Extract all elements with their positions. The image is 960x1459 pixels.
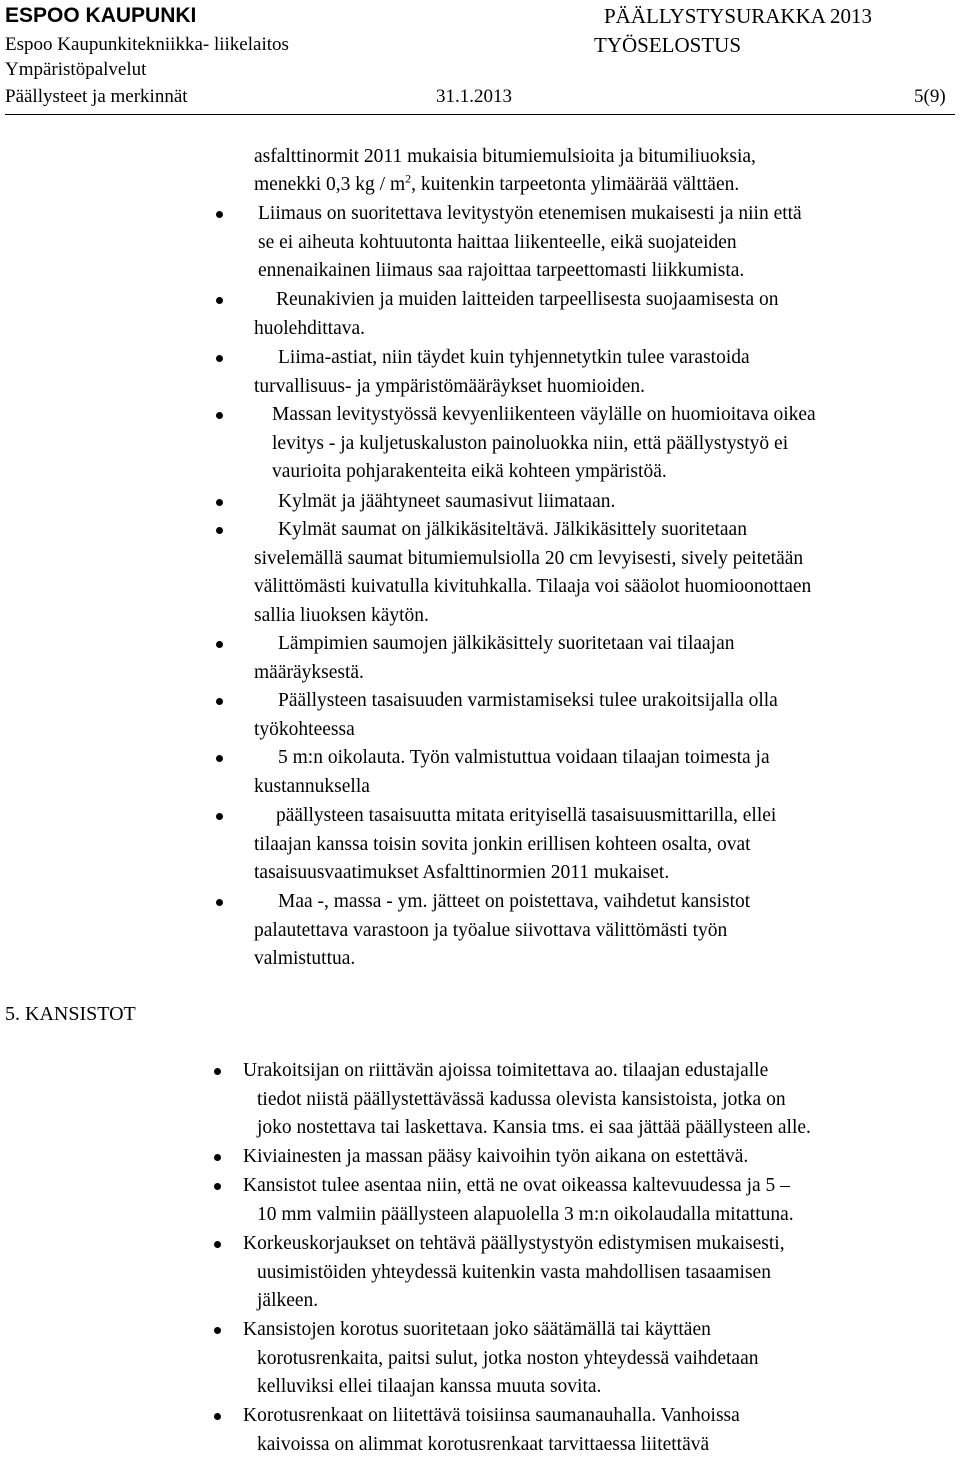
paving-item-4-line-2: levitys - ja kuljetuskaluston painoluokka niin, että päällystystyö ei [272,432,789,454]
kansistot-bullet-2 [214,1154,221,1161]
continuation-line-2: menekki 0,3 kg / $m^2$, kuitenkin tarpeetonta ylimäärää välttäen. [254,171,740,195]
superscript-2: 2 [405,171,412,186]
paving-item-8-line-2: työkohteessa [254,718,355,740]
paving-item-11-line-2: palautettava varastoon ja työalue siivottava välittömästi työn [254,919,728,941]
paving-item-3-line-1: Liima-astiat, niin täydet kuin tyhjennetytkin tulee varastoida [278,347,750,368]
paving-item-1-line-1: Liimaus on suoritettava levitystyön etenemisen mukaisesti ja niin että [258,203,802,224]
paving-item-4-line-3: vaurioita pohjarakenteita eikä kohteen ympäristöä. [272,461,667,483]
kansistot-item-2-line-1: Kiviainesten ja massan pääsy kaivoihin työn aikana on estettävä. [243,1146,749,1167]
paving-item-1-line-2: se ei aiheuta kohtuutonta haittaa liikenteelle, eikä suojateiden [258,231,737,253]
kansistot-item-6-line-1: Korotusrenkaat on liitettävä toisiinsa saumanauhalla. Vanhoissa [243,1405,740,1426]
paving-bullet-5 [216,499,223,506]
kansistot-bullet-4 [214,1241,221,1248]
doc-title: PÄÄLLYSTYSURAKKA 2013 [604,4,873,28]
kansistot-bullet-1 [214,1068,221,1075]
page-number: 5(9) [914,86,946,107]
paving-item-10-line-2: tilaajan kanssa toisin sovita jonkin erillisen kohteen osalta, ovat [254,833,751,855]
paving-item-3-line-2: turvallisuus- ja ympäristömääräykset huomioiden. [254,375,645,397]
kansistot-bullet-6 [214,1413,221,1420]
kansistot-item-1-line-1: Urakoitsijan on riittävän ajoissa toimitettava ao. tilaajan edustajalle [243,1060,769,1081]
header-divider [5,114,955,115]
kansistot-item-6-line-2: kaivoissa on alimmat korotusrenkaat tarvittaessa liitettävä [257,1433,710,1455]
department-name: Espoo Kaupunkitekniikka- liikelaitos [5,34,289,55]
kansistot-item-5-line-2: korotusrenkaita, paitsi sulut, jotka noston yhteydessä vaihdetaan [257,1347,759,1369]
paving-item-6-line-4: sallia liuoksen käytön. [254,604,429,626]
paving-item-2-line-1: Reunakivien ja muiden laitteiden tarpeellisesta suojaamisesta on [276,289,779,310]
paving-bullet-4 [216,412,223,419]
section-heading-kansistot: 5. KANSISTOT [5,1003,136,1025]
kansistot-item-3-line-1: Kansistot tulee asentaa niin, että ne ovat oikeassa kaltevuudessa ja 5 – [243,1175,790,1196]
kansistot-item-5-line-3: kelluviksi ellei tilaajan kanssa muuta sovita. [257,1376,602,1398]
kansistot-bullet-3 [214,1183,221,1190]
kansistot-item-4-line-2: uusimistöiden yhteydessä kuitenkin vasta mahdollisen tasaamisen [257,1261,771,1283]
paving-item-7-line-2: määräyksestä. [254,661,364,683]
paving-item-4-line-1: Massan levitystyössä kevyenliikenteen väylälle on huomioitava oikea [272,404,816,425]
paving-item-9-line-2: kustannuksella [254,775,370,797]
paving-item-5-line-1: Kylmät ja jäähtyneet saumasivut liimataan. [278,491,616,512]
paving-bullet-6 [216,527,223,534]
paving-bullet-11 [216,899,223,906]
unit-name: Päällysteet ja merkinnät [5,86,188,107]
paving-item-6-line-1: Kylmät saumat on jälkikäsiteltävä. Jälkikäsittely suoritetaan [278,519,747,540]
continuation-line-1: asfalttinormit 2011 mukaisia bitumiemulsioita ja bitumiliuoksia, [254,146,756,167]
kansistot-item-5-line-1: Kansistojen korotus suoritetaan joko säätämällä tai käyttäen [243,1319,711,1340]
kansistot-item-1-line-3: joko nostettava tai laskettava. Kansia tms. ei saa jättää päällysteen alle. [257,1117,811,1139]
paving-item-6-line-3: välittömästi kuivatulla kivituhkalla. Tilaaja voi sääolot huomioonottaen [254,576,812,598]
paving-bullet-10 [216,813,223,820]
paving-bullet-2 [216,297,223,304]
paving-bullet-9 [216,755,223,762]
kansistot-item-1-line-2: tiedot niistä päällystettävässä kadussa olevista kansistoista, jotka on [257,1088,786,1110]
paving-bullet-7 [216,641,223,648]
kansistot-item-4-line-3: jälkeen. [257,1290,319,1312]
paving-item-1-line-3: ennenaikainen liimaus saa rajoittaa tarpeettomasti liikkumista. [258,260,745,282]
paving-item-11-line-3: valmistuttua. [254,948,356,970]
doc-date: 31.1.2013 [436,86,512,107]
paving-bullet-3 [216,355,223,362]
paving-item-10-line-1: päällysteen tasaisuutta mitata erityisellä tasaisuusmittarilla, ellei [276,805,777,826]
paving-item-2-line-2: huolehdittava. [254,317,366,339]
paving-item-6-line-2: sivelemällä saumat bitumiemulsiolla 20 cm levyisesti, sively peitetään [254,547,804,569]
paving-bullet-1 [216,211,223,218]
kansistot-item-4-line-1: Korkeuskorjaukset on tehtävä päällystystyön edistymisen mukaisesti, [243,1233,785,1254]
paving-item-9-line-1: 5 m:n oikolauta. Työn valmistuttua voidaan tilaajan toimesta ja [278,747,770,768]
service-name: Ympäristöpalvelut [5,59,147,80]
paving-item-7-line-1: Lämpimien saumojen jälkikäsittely suoritetaan vai tilaajan [278,633,735,654]
kansistot-item-3-line-2: 10 mm valmiin päällysteen alapuolella 3 m:n oikolaudalla mitattuna. [257,1203,794,1225]
kansistot-bullet-5 [214,1327,221,1334]
paving-item-10-line-3: tasaisuusvaatimukset Asfalttinormien 2011 mukaiset. [254,862,670,884]
paving-item-8-line-1: Päällysteen tasaisuuden varmistamiseksi tulee urakoitsijalla olla [278,690,778,711]
paving-item-11-line-1: Maa -, massa - ym. jätteet on poistettava, vaihdetut kansistot [278,891,751,912]
org-name: ESPOO KAUPUNKI [5,4,197,27]
doc-subtitle: TYÖSELOSTUS [594,33,742,57]
paving-bullet-8 [216,698,223,705]
